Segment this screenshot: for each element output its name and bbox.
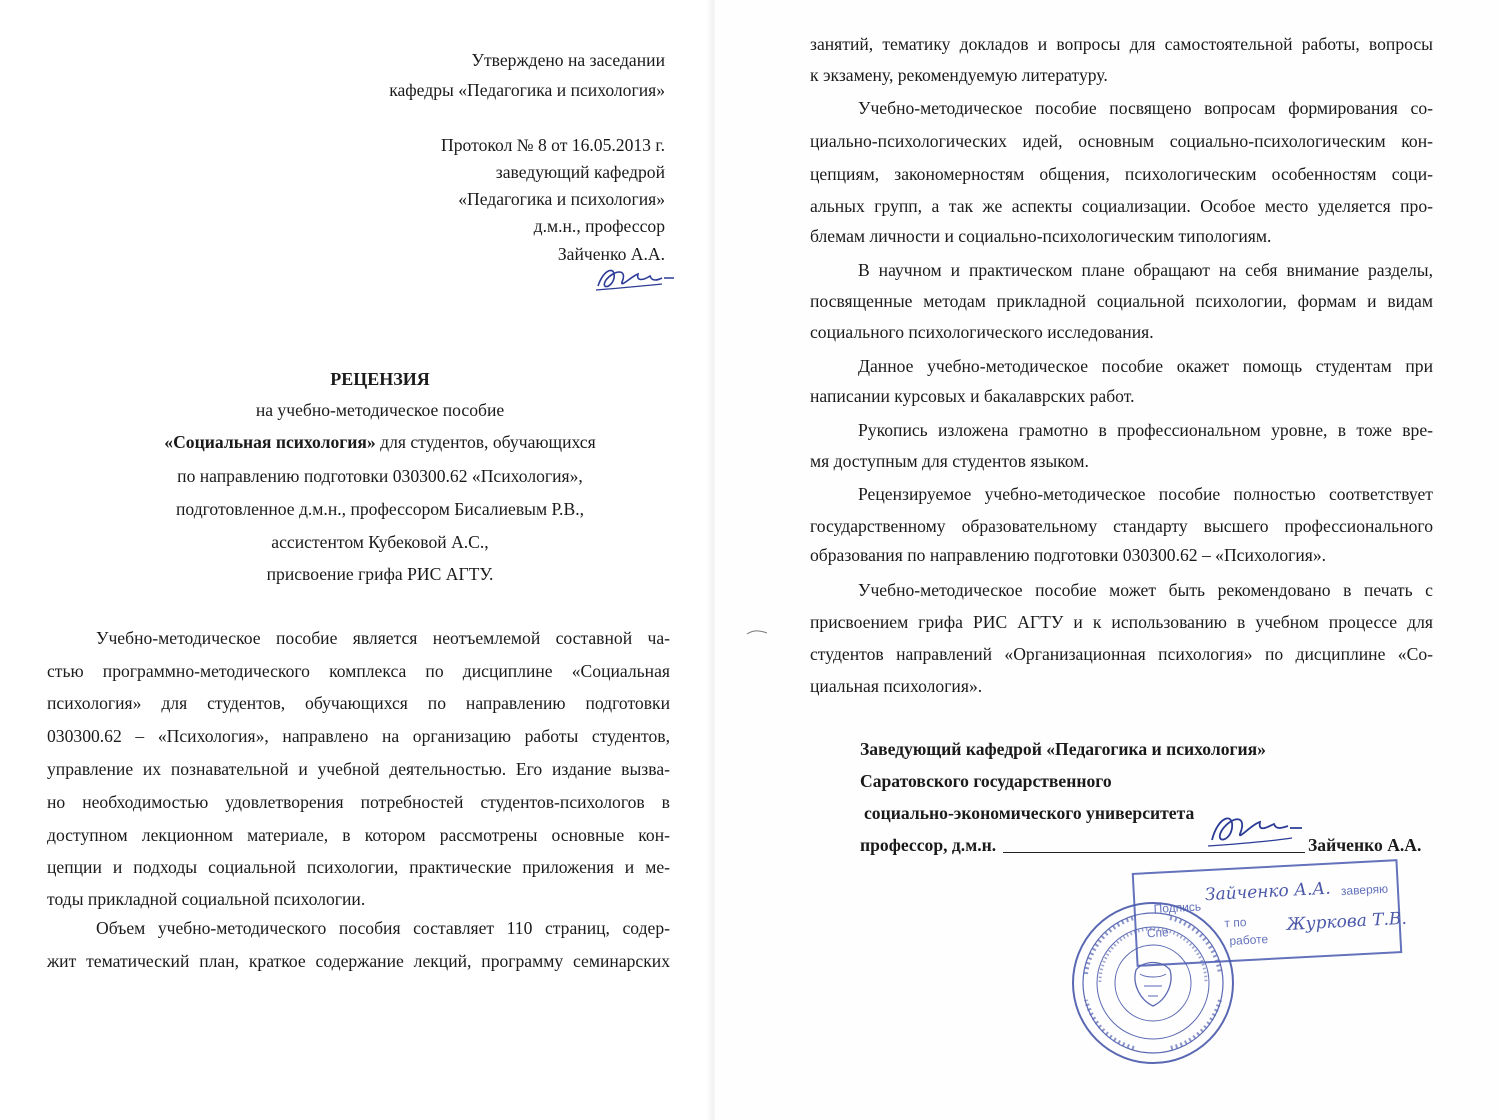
title-line-6: присвоение грифа РИС АГТУ. xyxy=(266,564,494,584)
body-line: тоды прикладной социальной психологии. xyxy=(47,889,366,909)
stamp-podpis: Подпись xyxy=(1153,899,1202,916)
body-line: Объем учебно-методического пособия составляет 110 страниц, содер- xyxy=(96,918,670,938)
body-line: стью программно-методического комплекса по дисциплине «Социальная xyxy=(47,661,670,681)
title-line-1: на учебно-методическое пособие xyxy=(255,400,505,420)
stamp-line-3: работе xyxy=(1229,931,1269,948)
body-line: цепции и подходы социальной психологии, практические приложения и ме- xyxy=(47,857,670,877)
approval-line-4: заведующий кафедрой xyxy=(495,162,665,182)
approval-line-1: Утверждено на заседании xyxy=(471,50,665,70)
body-line: управление их познавательной и учебной деятельностью. Его издание вызва- xyxy=(47,759,670,779)
body-line: студентов направлений «Организационная психология» по дисциплине «Со- xyxy=(810,644,1433,664)
body-line: цепциям, закономерностям общения, психологическим особенностям соци- xyxy=(810,164,1433,184)
body-line: альных групп, а так же аспекты социализации. Особое место уделяется про- xyxy=(810,196,1433,216)
body-line: Рукопись изложена грамотно в профессиональном уровне, в тоже вре- xyxy=(858,420,1433,440)
stamp-zaveryayu: заверяю xyxy=(1340,881,1389,899)
approval-line-2: кафедры «Педагогика и психология» xyxy=(389,80,665,100)
body-line: циальная психология». xyxy=(810,676,983,696)
body-line: доступном лекционном материале, в котором рассмотрены основные кон- xyxy=(47,825,670,845)
stamp-line-2b: т по xyxy=(1224,915,1247,931)
body-line: блемам личности и социально-психологическим типологиям. xyxy=(810,226,1272,246)
body-line: написании курсовых и бакалаврских работ. xyxy=(810,386,1135,406)
signature-underline xyxy=(1003,852,1305,853)
body-line: государственному образовательному стандарту высшего профессионального xyxy=(810,516,1433,536)
approval-line-5: «Педагогика и психология» xyxy=(458,189,665,209)
stamp-handwritten-name: Зайченко А.А. xyxy=(1204,878,1332,906)
title-book-name: «Социальная психология» xyxy=(164,432,376,452)
sig-line-2: Саратовского государственного xyxy=(860,771,1112,791)
approval-protocol: Протокол № 8 от 16.05.2013 г. xyxy=(441,135,665,155)
body-line: Учебно-методическое пособие может быть рекомендовано в печать с xyxy=(858,580,1433,600)
body-line: Учебно-методическое пособие является неотъемлемой составной ча- xyxy=(96,628,670,648)
body-line: социального психологического исследования. xyxy=(810,322,1154,342)
body-line: психология» для студентов, обучающихся по направлению подготовки xyxy=(47,693,670,713)
title-line-4: подготовленное д.м.н., профессором Бисалиевым Р.В., xyxy=(175,499,584,519)
body-line: Учебно-методическое пособие посвящено вопросам формирования со- xyxy=(858,98,1433,118)
body-line: 030300.62 – «Психология», направлено на организацию работы студентов, xyxy=(47,726,670,746)
sig-line-3: социально-экономического университета xyxy=(864,803,1195,823)
scan-mark-icon xyxy=(745,628,769,638)
approval-line-6: д.м.н., профессор xyxy=(533,216,665,236)
body-line: мя доступным для студентов языком. xyxy=(810,451,1089,471)
title-line-2-rest: для студентов, обучающихся xyxy=(375,432,596,452)
title-line-3: по направлению подготовки 030300.62 «Психология», xyxy=(177,466,583,486)
title-line-2 xyxy=(0,430,760,454)
body-line: циально-психологических идей, основным социально-психологическим кон- xyxy=(810,131,1433,151)
body-line: образования по направлению подготовки 030300.62 – «Психология». xyxy=(810,545,1327,565)
sig-name: Зайченко А.А. xyxy=(1308,835,1422,855)
body-line: присвоением грифа РИС АГТУ и к использованию в учебном процессе для xyxy=(810,612,1433,632)
body-line: Рецензируемое учебно-методическое пособие полностью соответствует xyxy=(858,484,1433,504)
title-line-5: ассистентом Кубековой А.С., xyxy=(271,532,489,552)
certification-stamp xyxy=(1132,859,1408,967)
stamp-line-2a: Спе xyxy=(1146,925,1170,941)
body-line: жит тематический план, краткое содержание лекций, программу семинарских xyxy=(47,951,670,971)
body-line: но необходимостью удовлетворения потребностей студентов-психологов в xyxy=(47,792,670,812)
sig-line-1: Заведующий кафедрой «Педагогика и психология» xyxy=(860,739,1266,759)
body-line: к экзамену, рекомендуемую литературу. xyxy=(810,65,1108,85)
body-line: занятий, тематику докладов и вопросы для самостоятельной работы, вопросы xyxy=(810,34,1433,54)
stamp-handwritten-officer: Журкова Т.В. xyxy=(1286,908,1408,935)
sig-line-4-prefix: профессор, д.м.н. xyxy=(860,835,997,855)
body-line: В научном и практическом плане обращают на себя внимание разделы, xyxy=(858,260,1433,280)
body-line: Данное учебно-методическое пособие окажет помощь студентам при xyxy=(858,356,1433,376)
signature-icon xyxy=(1204,806,1304,852)
review-heading: РЕЦЕНЗИЯ xyxy=(330,369,430,389)
body-line: посвященные методам прикладной социальной психологии, формам и видам xyxy=(810,291,1433,311)
approval-signer: Зайченко А.А. xyxy=(557,244,665,264)
signature-icon xyxy=(592,262,676,296)
left-page xyxy=(0,0,745,1120)
